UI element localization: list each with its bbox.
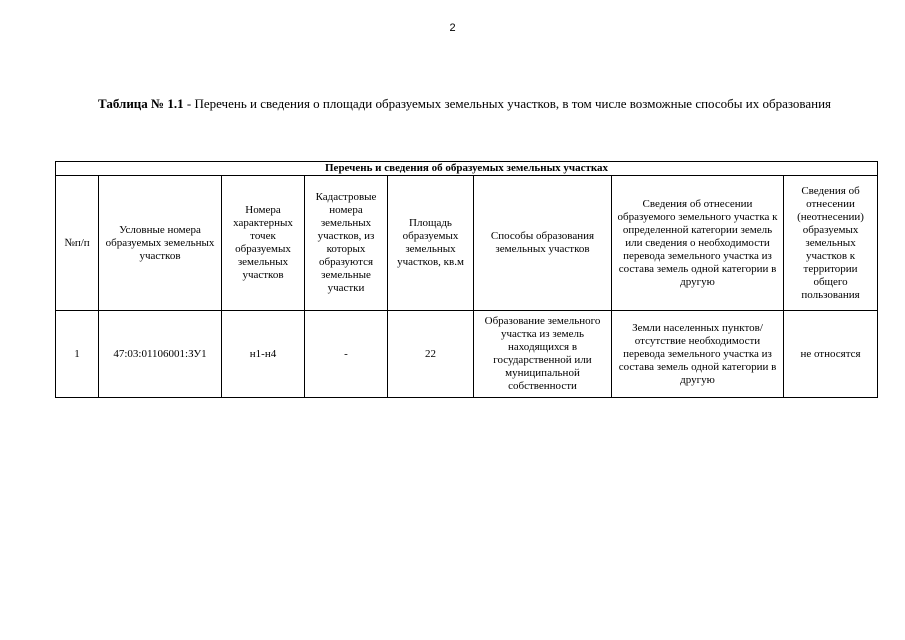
cell-conditional-number: 47:03:01106001:ЗУ1 — [99, 311, 222, 398]
header-cell-land-category: Сведения об отнесении образуемого земельного участка к определенной категории земель или сведения о необходимости перевода земельного участка из состава земель одной категории в другую — [612, 176, 784, 311]
header-cell-number: №п/п — [56, 176, 99, 311]
header-cell-public-use: Сведения об отнесении (неотнесении) образуемых земельных участков к территории общего пользования — [784, 176, 878, 311]
header-cell-conditional-numbers: Условные номера образуемых земельных участков — [99, 176, 222, 311]
table-header-row — [56, 176, 878, 311]
cell-public-use: не относятся — [784, 311, 878, 398]
table-row — [56, 311, 878, 398]
land-plots-table — [55, 161, 878, 398]
table-title: Перечень и сведения об образуемых земельных участках — [56, 162, 878, 176]
cell-formation-method: Образование земельного участка из земель находящихся в государственной или муниципальной собственности — [474, 311, 612, 398]
cell-point-numbers: н1-н4 — [222, 311, 305, 398]
table-title-row — [56, 162, 878, 176]
page-number: 2 — [449, 22, 456, 34]
cell-area: 22 — [388, 311, 474, 398]
table-caption-label: Таблица № 1.1 — [98, 96, 184, 111]
cell-land-category: Земли населенных пунктов/ отсутствие необходимости перевода земельного участка из состава земель одной категории в другую — [612, 311, 784, 398]
table-caption-text: - Перечень и сведения о площади образуемых земельных участков, в том числе возможные способы их образования — [183, 96, 832, 111]
header-cell-point-numbers: Номера характерных точек образуемых земельных участков — [222, 176, 305, 311]
table-caption — [56, 96, 870, 112]
header-cell-area: Площадь образуемых земельных участков, кв.м — [388, 176, 474, 311]
header-cell-formation-methods: Способы образования земельных участков — [474, 176, 612, 311]
cell-number: 1 — [56, 311, 99, 398]
cell-cadastral-numbers: - — [305, 311, 388, 398]
header-cell-cadastral-numbers: Кадастровые номера земельных участков, из которых образуются земельные участки — [305, 176, 388, 311]
